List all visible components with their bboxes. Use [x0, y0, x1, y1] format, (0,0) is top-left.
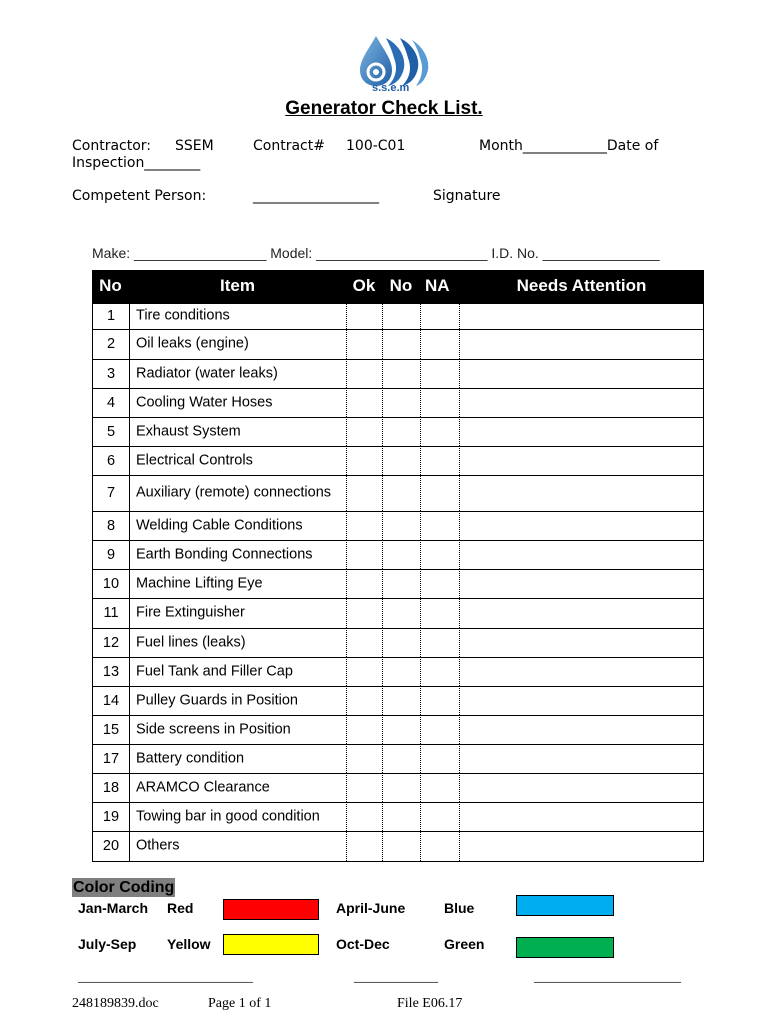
na-checkbox-cell[interactable] [420, 744, 459, 773]
table-row [92, 569, 704, 598]
ok-checkbox-cell[interactable] [346, 686, 382, 715]
row-divider [92, 861, 704, 862]
na-checkbox-cell[interactable] [420, 715, 459, 744]
row-number: 1 [106, 308, 116, 324]
ok-checkbox-cell[interactable] [346, 417, 382, 446]
needs-attention-cell[interactable] [459, 744, 704, 773]
table-row [92, 388, 704, 417]
header-item: Item [220, 276, 255, 295]
needs-attention-cell[interactable] [459, 773, 704, 802]
ok-checkbox-cell[interactable] [346, 802, 382, 831]
row-number-cell [92, 388, 129, 417]
row-number: 19 [102, 808, 120, 825]
ok-checkbox-cell[interactable] [346, 715, 382, 744]
table-row [92, 744, 704, 773]
footer-file-ref: File E06.17 [397, 996, 463, 1011]
row-item-cell [129, 598, 346, 628]
signature-line-right[interactable]: _____________________ [534, 970, 681, 985]
row-number-cell [92, 598, 129, 628]
needs-attention-cell[interactable] [459, 802, 704, 831]
row-number-cell [92, 773, 129, 802]
table-body [92, 303, 704, 861]
signature-line-left[interactable]: _________________________ [78, 970, 253, 985]
row-number: 11 [103, 605, 119, 621]
no-checkbox-cell[interactable] [382, 686, 420, 715]
row-divider [92, 511, 704, 512]
period-label: Oct-Dec [336, 936, 390, 952]
row-number-cell [92, 359, 129, 388]
na-checkbox-cell[interactable] [420, 417, 459, 446]
no-checkbox-cell[interactable] [382, 475, 420, 511]
row-number-cell [92, 744, 129, 773]
inspection-field[interactable]: Inspection________ [72, 155, 201, 171]
table-row [92, 686, 704, 715]
row-number-cell [92, 303, 129, 329]
row-item: Battery condition [136, 750, 245, 766]
ok-checkbox-cell[interactable] [346, 598, 382, 628]
row-item-cell [129, 446, 346, 475]
na-checkbox-cell[interactable] [420, 686, 459, 715]
row-divider [92, 303, 704, 304]
period-label: April-June [336, 900, 406, 916]
row-number-cell [92, 715, 129, 744]
table-row [92, 628, 704, 657]
na-checkbox-cell[interactable] [420, 540, 459, 569]
na-checkbox-cell[interactable] [420, 329, 459, 359]
ok-checkbox-cell[interactable] [346, 511, 382, 540]
row-item: Auxiliary (remote) connections [136, 484, 332, 501]
row-item-cell [129, 744, 346, 773]
needs-attention-cell[interactable] [459, 475, 704, 511]
row-number-cell [92, 802, 129, 831]
no-checkbox-cell[interactable] [382, 388, 420, 417]
row-item-cell [129, 802, 346, 831]
ok-checkbox-cell[interactable] [346, 388, 382, 417]
contractor-label: Contractor: [72, 138, 152, 154]
row-item-cell [129, 569, 346, 598]
row-divider [92, 802, 704, 803]
row-number: 3 [106, 365, 116, 382]
signature-line-middle[interactable]: ____________ [354, 970, 438, 985]
row-divider [92, 417, 704, 418]
na-checkbox-cell[interactable] [420, 359, 459, 388]
no-checkbox-cell[interactable] [382, 657, 420, 686]
row-divider [92, 329, 704, 330]
row-item: Welding Cable Conditions [136, 517, 303, 533]
no-checkbox-cell[interactable] [382, 831, 420, 861]
na-checkbox-cell[interactable] [420, 657, 459, 686]
row-item-cell [129, 657, 346, 686]
row-number-cell [92, 446, 129, 475]
ok-checkbox-cell[interactable] [346, 569, 382, 598]
green-swatch [516, 937, 614, 958]
color-name-label: Yellow [167, 936, 211, 952]
row-divider [92, 540, 704, 541]
table-row [92, 773, 704, 802]
row-number: 7 [106, 485, 116, 501]
row-item-cell [129, 540, 346, 569]
na-checkbox-cell[interactable] [420, 388, 459, 417]
row-item-cell [129, 715, 346, 744]
ok-checkbox-cell[interactable] [346, 628, 382, 657]
na-checkbox-cell[interactable] [420, 773, 459, 802]
row-number: 13 [102, 663, 120, 680]
row-divider [92, 744, 704, 745]
na-checkbox-cell[interactable] [420, 802, 459, 831]
needs-attention-cell[interactable] [459, 511, 704, 540]
row-number: 9 [106, 546, 116, 563]
ok-checkbox-cell[interactable] [346, 540, 382, 569]
needs-attention-cell[interactable] [459, 329, 704, 359]
month-date-field[interactable]: Month____________Date of [479, 138, 659, 154]
row-item: ARAMCO Clearance [136, 779, 270, 795]
table-row [92, 446, 704, 475]
needs-attention-cell[interactable] [459, 657, 704, 686]
row-divider [92, 773, 704, 774]
ssem-logo [356, 34, 432, 100]
row-item-cell [129, 773, 346, 802]
make-model-id-line[interactable]: Make: _________________ Model: ______________________ I.D. No. _______________ [92, 245, 660, 261]
ok-checkbox-cell[interactable] [346, 475, 382, 511]
row-divider [92, 657, 704, 658]
ok-checkbox-cell[interactable] [346, 303, 382, 329]
na-checkbox-cell[interactable] [420, 446, 459, 475]
no-checkbox-cell[interactable] [382, 446, 420, 475]
row-number-cell [92, 417, 129, 446]
color-name-label: Red [167, 900, 194, 916]
table-row [92, 511, 704, 540]
blue-swatch [516, 895, 614, 916]
period-label: Jan-March [78, 900, 149, 916]
table-row [92, 475, 704, 511]
footer-page-number: Page 1 of 1 [208, 996, 272, 1011]
na-checkbox-cell[interactable] [420, 303, 459, 329]
no-checkbox-cell[interactable] [382, 802, 420, 831]
no-checkbox-cell[interactable] [382, 359, 420, 388]
row-item-cell [129, 475, 346, 511]
row-item: Machine Lifting Eye [136, 575, 263, 591]
row-number: 14 [102, 692, 120, 709]
yellow-swatch [223, 934, 319, 955]
no-checkbox-cell[interactable] [382, 773, 420, 802]
table-header [92, 270, 704, 303]
table-row [92, 417, 704, 446]
logo-text: s.s.e.m [372, 82, 410, 94]
contractor-value: SSEM [175, 138, 214, 154]
table-row [92, 540, 704, 569]
row-number: 12 [102, 634, 120, 651]
needs-attention-cell[interactable] [459, 446, 704, 475]
row-number-cell [92, 569, 129, 598]
row-divider [92, 388, 704, 389]
table-row [92, 329, 704, 359]
row-item-cell [129, 628, 346, 657]
row-item-cell [129, 511, 346, 540]
row-divider [92, 359, 704, 360]
competent-person-field[interactable]: __________________ [253, 188, 379, 204]
needs-attention-cell[interactable] [459, 686, 704, 715]
header-no-col: No [389, 276, 413, 295]
row-item: Towing bar in good condition [136, 808, 320, 824]
no-checkbox-cell[interactable] [382, 598, 420, 628]
ok-checkbox-cell[interactable] [346, 831, 382, 861]
row-number: 6 [106, 452, 116, 469]
checklist-table [92, 270, 704, 863]
na-checkbox-cell[interactable] [420, 475, 459, 511]
row-item: Fuel Tank and Filler Cap [136, 663, 293, 679]
row-number-cell [92, 686, 129, 715]
period-label: July-Sep [78, 936, 137, 952]
needs-attention-cell[interactable] [459, 417, 704, 446]
row-number: 4 [106, 394, 116, 411]
row-item: Side screens in Position [136, 721, 291, 737]
row-number: 10 [102, 575, 120, 592]
contract-number-label: Contract# [253, 138, 325, 154]
no-checkbox-cell[interactable] [382, 715, 420, 744]
no-checkbox-cell[interactable] [382, 511, 420, 540]
row-divider [92, 446, 704, 447]
row-number-cell [92, 511, 129, 540]
color-coding-heading: Color Coding [73, 879, 175, 896]
row-item: Cooling Water Hoses [136, 394, 273, 410]
row-divider [92, 598, 704, 599]
needs-attention-cell[interactable] [459, 569, 704, 598]
row-number-cell [92, 329, 129, 359]
row-item: Earth Bonding Connections [136, 546, 313, 562]
row-item-cell [129, 417, 346, 446]
na-checkbox-cell[interactable] [420, 628, 459, 657]
row-number-cell [92, 831, 129, 861]
ok-checkbox-cell[interactable] [346, 657, 382, 686]
needs-attention-cell[interactable] [459, 598, 704, 628]
row-number-cell [92, 540, 129, 569]
row-item: Exhaust System [136, 423, 241, 439]
row-number-cell [92, 475, 129, 511]
no-checkbox-cell[interactable] [382, 329, 420, 359]
row-item: Radiator (water leaks) [136, 365, 278, 381]
header-no: No [99, 276, 122, 295]
row-number-cell [92, 628, 129, 657]
row-number-cell [92, 657, 129, 686]
row-number: 17 [102, 750, 120, 767]
color-name-label: Green [444, 936, 485, 952]
row-item-cell [129, 329, 346, 359]
no-checkbox-cell[interactable] [382, 417, 420, 446]
table-row [92, 359, 704, 388]
ok-checkbox-cell[interactable] [346, 446, 382, 475]
row-number: 5 [106, 423, 116, 440]
row-item: Fuel lines (leaks) [136, 634, 246, 650]
footer-doc-name: 248189839.doc [72, 996, 159, 1011]
needs-attention-cell[interactable] [459, 628, 704, 657]
row-number: 20 [102, 838, 120, 854]
ok-checkbox-cell[interactable] [346, 773, 382, 802]
color-name-label: Blue [444, 900, 475, 916]
contract-number-value: 100-C01 [346, 138, 406, 154]
page-title: Generator Check List. [285, 98, 483, 119]
needs-attention-cell[interactable] [459, 388, 704, 417]
header-na: NA [425, 276, 450, 295]
row-item: Fire Extinguisher [136, 604, 245, 621]
row-divider [92, 715, 704, 716]
na-checkbox-cell[interactable] [420, 569, 459, 598]
no-checkbox-cell[interactable] [382, 303, 420, 329]
na-checkbox-cell[interactable] [420, 831, 459, 861]
row-divider [92, 686, 704, 687]
no-checkbox-cell[interactable] [382, 540, 420, 569]
header-needs-attention: Needs Attention [516, 276, 647, 295]
needs-attention-cell[interactable] [459, 715, 704, 744]
table-row [92, 598, 704, 628]
no-checkbox-cell[interactable] [382, 569, 420, 598]
row-item: Electrical Controls [136, 452, 253, 468]
ok-checkbox-cell[interactable] [346, 329, 382, 359]
needs-attention-cell[interactable] [459, 303, 704, 329]
na-checkbox-cell[interactable] [420, 511, 459, 540]
needs-attention-cell[interactable] [459, 359, 704, 388]
row-item-cell [129, 388, 346, 417]
row-item-cell [129, 831, 346, 861]
row-item: Tire conditions [136, 307, 230, 324]
table-row [92, 303, 704, 329]
ok-checkbox-cell[interactable] [346, 359, 382, 388]
table-row [92, 715, 704, 744]
row-item-cell [129, 303, 346, 329]
table-row [92, 802, 704, 831]
row-item-cell [129, 359, 346, 388]
no-checkbox-cell[interactable] [382, 744, 420, 773]
needs-attention-cell[interactable] [459, 540, 704, 569]
row-divider [92, 569, 704, 570]
table-row [92, 831, 704, 861]
row-divider [92, 831, 704, 832]
table-row [92, 657, 704, 686]
row-number: 18 [102, 779, 120, 796]
row-item: Pulley Guards in Position [136, 692, 298, 708]
red-swatch [223, 899, 319, 920]
competent-person-label: Competent Person: [72, 188, 207, 204]
row-divider [92, 628, 704, 629]
row-item: Others [136, 837, 180, 854]
row-number: 15 [102, 721, 120, 738]
ok-checkbox-cell[interactable] [346, 744, 382, 773]
row-item-cell [129, 686, 346, 715]
needs-attention-cell[interactable] [459, 831, 704, 861]
signature-label: Signature [433, 188, 501, 204]
na-checkbox-cell[interactable] [420, 598, 459, 628]
header-ok: Ok [352, 276, 376, 295]
row-number: 2 [106, 336, 116, 352]
row-item: Oil leaks (engine) [136, 335, 249, 352]
no-checkbox-cell[interactable] [382, 628, 420, 657]
row-number: 8 [106, 517, 116, 534]
row-divider [92, 475, 704, 476]
